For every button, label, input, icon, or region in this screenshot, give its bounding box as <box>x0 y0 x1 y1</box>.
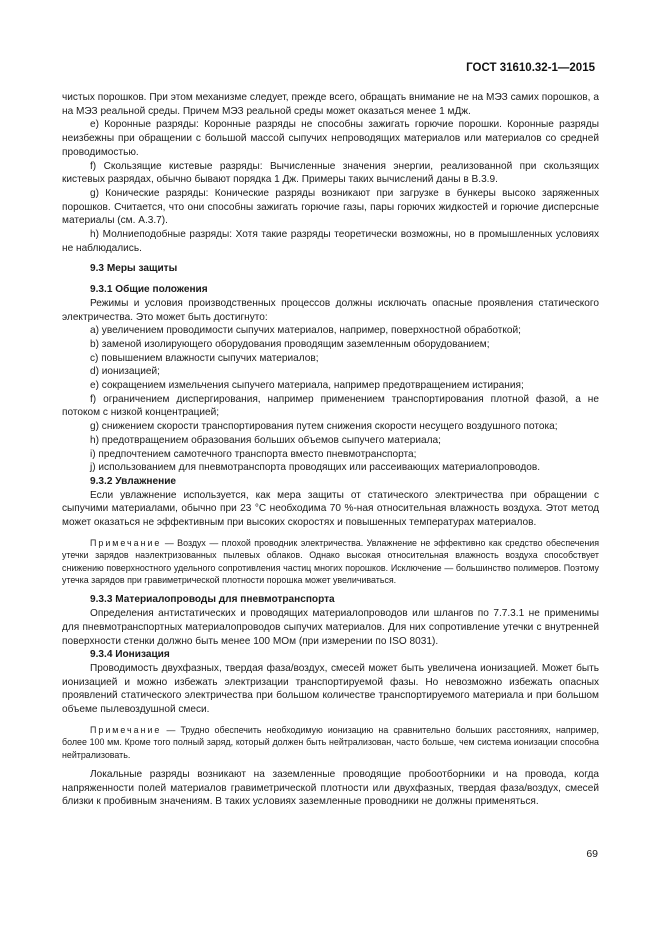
note-text: — Трудно обеспечить необходимую ионизацию на сравнительно больших расстояниях, например, более 100 мм. Кроме того полный заряд, который должен быть нейтрализован, часто больше, чем система ионизации способна нейтрализовать. <box>62 724 599 760</box>
note-humidification <box>62 537 599 587</box>
section-heading-9-3-2: 9.3.2 Увлажнение <box>90 475 177 487</box>
page-number: 69 <box>586 848 598 860</box>
paragraph-9-3-4: Проводимость двухфазных, твердая фаза/воздух, смесей может быть увеличена ионизацией. Может быть ионизацией и можно избежать электризации транспортируемой фазы. Но невозможно избежать опасных проявлений статического электричества при большом количестве транспортируемого материала и при большом объеме пылевоздушной смеси. <box>62 662 599 716</box>
note-label: Примечание <box>90 724 162 735</box>
note-label: Примечание <box>90 537 162 548</box>
paragraph-local-discharges: Локальные разряды возникают на заземленные проводящие пробоотборники и на провода, когда напряженности полей материалов гравиметрической плотности или двухфазных, твердая фаза/воздух, смесей близки к пробивным значениям. В таких условиях заземленные проводники не должны применяться. <box>62 768 599 808</box>
list-item: e) сокращением измельчения сыпучего материала, например предотвращением истирания; <box>90 380 524 392</box>
section-heading-9-3-4: 9.3.4 Ионизация <box>90 649 170 661</box>
note-ionization <box>62 724 599 761</box>
paragraph-corona-discharges: е) Коронные разряды: Коронные разряды не способны зажигать горючие порошки. Коронные разряды неизбежны при обращении с большой массой сыпучих непроводящих материалов или материалов со средней проводимостью. <box>62 119 599 158</box>
section-heading-9-3: 9.3 Меры защиты <box>90 263 178 275</box>
paragraph-sliding-brush-discharges: f) Скользящие кистевые разряды: Вычисленные значения энергии, реализованной при скользящих кистевых разрядах, обычно бывают порядка 1 Дж. Примеры таких вычислений даны в В.3.9. <box>62 160 599 186</box>
paragraph-lightning-discharges: h) Молниеподобные разряды: Хотя такие разряды теоретически возможны, но в промышленных условиях не наблюдались. <box>62 229 599 254</box>
paragraph-9-3-3: Определения антистатических и проводящих материалопроводов или шлангов по 7.7.3.1 не применимы для пневмотранспортных материалопроводов сыпучих материалов. Для них сопротивление утечки с внутренней поверхности стенки должно быть менее 100 МОм (при измерении по ISO 8031). <box>62 608 599 647</box>
paragraph-cone-discharges: g) Конические разряды: Конические разряды возникают при загрузке в бункеры высоко заряженных порошков. Считается, что они способны зажигать горючие газы, пары горючих жидкостей и горючие дисперсные материалы (см. А.3.7). <box>62 187 599 227</box>
page-body <box>62 91 599 809</box>
list-item: i) предпочтением самотечного транспорта вместо пневмотранспорта; <box>90 448 417 460</box>
list-item: j) использованием для пневмотранспорта проводящих или рассеивающих материалопроводов. <box>90 462 541 474</box>
list-item: c) повышением влажности сыпучих материалов; <box>90 352 319 364</box>
list-item: f) ограничением диспергирования, например применением транспортирования плотной фазой, а не потоком с низкой концентрацией; <box>62 393 599 419</box>
paragraph-9-3-1: Режимы и условия производственных процессов должны исключать опасные проявления статического электричества. Это может быть достигнуто: <box>62 297 599 323</box>
list-item: а) увеличением проводимости сыпучих материалов, например, поверхностной обработкой; <box>90 325 521 337</box>
paragraph-9-3-2: Если увлажнение используется, как мера защиты от статического электричества при обращении с сыпучими материалами, обычно при 23 °С необходима 70 %-ная относительная влажность воздуха. Этот метод может оказаться не эффективным при высоких скоростях и повышенных температурах материалов. <box>62 489 599 529</box>
section-heading-9-3-3: 9.3.3 Материалопроводы для пневмотранспорта <box>90 594 335 606</box>
document-code-header: ГОСТ 31610.32-1—2015 <box>466 62 595 74</box>
section-heading-9-3-1: 9.3.1 Общие положения <box>90 284 208 296</box>
paragraph-continuation: чистых порошков. При этом механизме следует, прежде всего, обращать внимание не на МЭЗ самих порошков, а на МЭЗ реальной среды. Причем МЭЗ реальной среды может оказаться менее 1 мДж. <box>62 92 599 117</box>
note-text: — Воздух — плохой проводник электричества. Увлажнение не эффективно как средство обеспечения утечки зарядов наэлектризованных пылевых облаков. Однако высокая относительная влажность воздуха способствует снижению поверхностного удельного сопротивления частиц многих порошков. Исключение — большинство полимеров. Поэтому утечка зарядов при гравиметрической плотности порошка может увеличиваться. <box>62 537 599 586</box>
list-item: b) заменой изолирующего оборудования проводящим заземленным оборудованием; <box>90 338 490 350</box>
list-item: d) ионизацией; <box>90 366 160 378</box>
list-item: h) предотвращением образования больших объемов сыпучего материала; <box>90 434 441 446</box>
list-item: g) снижением скорости транспортирования путем снижения скорости несущего воздушного потока; <box>90 421 558 433</box>
